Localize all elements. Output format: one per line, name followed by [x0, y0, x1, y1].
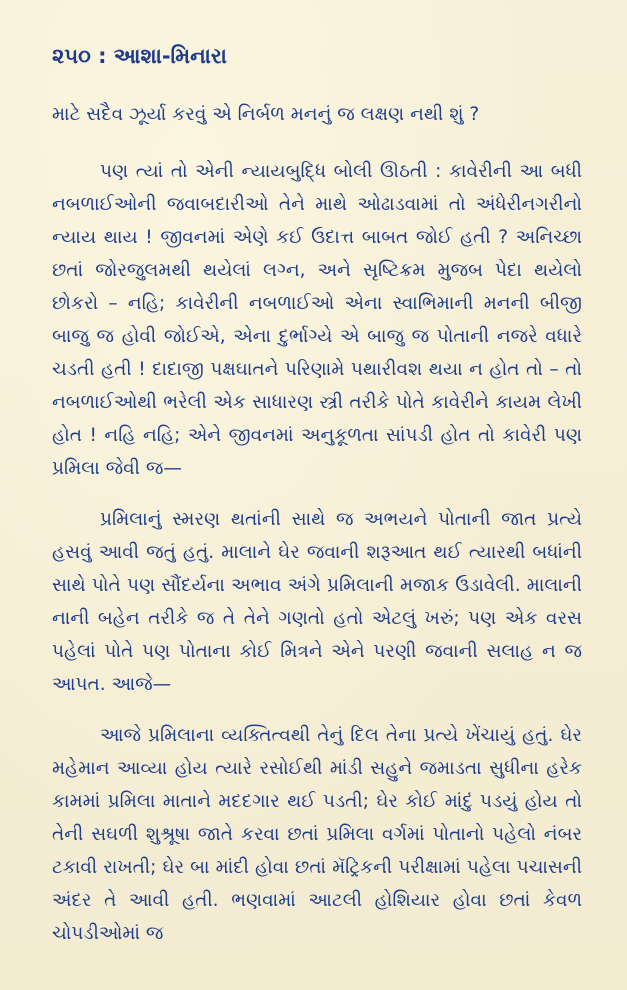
page-body: [52, 98, 582, 968]
paragraph-2: પણ ત્યાં તો એની ન્યાયબુદ્ધિ બોલી ઊઠતી : કાવેરીની આ બધી નબળાઈઓની જવાબદારીઓ તેને માથે ઓઢાડવામાં તો અંધેરીનગરીનો ન્યાય થાય ! જીવનમાં એણે કઈ ઉદાત્ત બાબત જોઈ હતી ? અનિચ્છા છતાં જોરજુલમથી થયેલાં લગ્ન, અને સૃષ્ટિક્રમ મુજબ પેદા થયેલો છોકરો – નહિ; કાવેરીની નબળાઈઓ એના સ્વાભિમાની મનની બીજી બાજુ જ હોવી જોઈએ, એના દુર્ભાગ્યે એ બાજુ જ પોતાની નજરે વધારે ચડતી હતી ! દાદાજી પક્ષઘાતને પરિણામે પથારીવશ થયા ન હોત તો – તો નબળાઈઓથી ભરેલી એક સાધારણ સ્ત્રી તરીકે પોતે કાવેરીને કાયમ લેખી હોત ! નહિ નહિ; એને જીવનમાં અનુકૂળતા સાંપડી હોત તો કાવેરી પણ પ્રમિલા જેવી જ—: [52, 161, 582, 479]
paragraph-3: પ્રમિલાનું સ્મરણ થતાંની સાથે જ અભયને પોતાની જાત પ્રત્યે હસવું આવી જતું હતું. માલાને ઘેર જવાની શરૂઆત થઈ ત્યારથી બધાંની સાથે પોતે પણ સૌંદર્યના અભાવ અંગે પ્રમિલાની મજાક ઉડાવેલી. માલાની નાની બહેન તરીકે જ તે તેને ગણતો હતો એટલું ખરું; પણ એક વરસ પહેલાં પોતે પણ પોતાના કોઈ મિત્રને એને પરણી જવાની સલાહ ન જ આપત. આજે—: [52, 509, 582, 695]
paragraph-1: માટે સદૈવ ઝૂર્યા કરવું એ નિર્બળ મનનું જ લક્ષણ નથી શું ?: [52, 104, 480, 125]
page-header: ૨૫૦ : આશા-મિનારા: [52, 44, 227, 68]
paragraph-4: આજે પ્રમિલાના વ્યક્તિત્વથી તેનું દિલ તેના પ્રત્યે ખેંચાયું હતું. ઘેર મહેમાન આવ્યા હોય ત્યારે રસોઈથી માંડી સહુને જમાડતા સુધીના હરેક કામમાં પ્રમિલા માતાને મદદગાર થઈ પડતી; ઘેર કોઈ માંદું પડયું હોય તો તેની સઘળી શુશ્રૂષા જાતે કરવા છતાં પ્રમિલા વર્ગમાં પોતાનો પહેલો નંબર ટકાવી રાખતી; ઘેર બા માંદી હોવા છતાં મૅટ્રિકની પરીક્ષામાં પહેલા પચાસની અંદર તે આવી હતી. ભણવામાં આટલી હોશિયાર હોવા છતાં કેવળ ચોપડીઓમાં જ: [52, 725, 582, 944]
